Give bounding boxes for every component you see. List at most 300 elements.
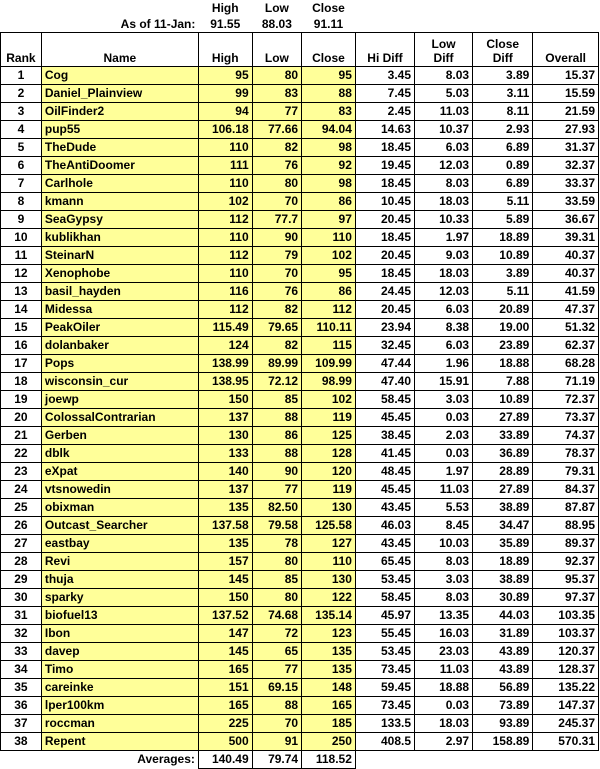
high-cell[interactable]: 99 <box>198 85 252 103</box>
name-cell[interactable]: davep <box>41 643 198 661</box>
overall-cell[interactable]: 68.28 <box>533 355 599 373</box>
low-diff-cell[interactable]: 8.03 <box>415 553 473 571</box>
high-cell[interactable]: 137.52 <box>198 607 252 625</box>
low-diff-cell[interactable]: 12.03 <box>415 283 473 301</box>
close-cell[interactable]: 109.99 <box>302 355 356 373</box>
low-diff-cell[interactable]: 2.97 <box>415 733 473 751</box>
close-cell[interactable]: 122 <box>302 589 356 607</box>
low-diff-cell[interactable]: 8.03 <box>415 589 473 607</box>
rank-cell[interactable]: 28 <box>1 553 42 571</box>
high-cell[interactable]: 138.99 <box>198 355 252 373</box>
name-cell[interactable]: TheAntiDoomer <box>41 157 198 175</box>
overall-cell[interactable]: 41.59 <box>533 283 599 301</box>
close-diff-cell[interactable]: 6.89 <box>473 175 533 193</box>
rank-cell[interactable]: 23 <box>1 463 42 481</box>
name-cell[interactable]: Timo <box>41 661 198 679</box>
close-cell[interactable]: 110.11 <box>302 319 356 337</box>
close-cell[interactable]: 112 <box>302 301 356 319</box>
hi-diff-cell[interactable]: 3.45 <box>355 67 414 85</box>
overall-cell[interactable]: 89.37 <box>533 535 599 553</box>
close-diff-cell[interactable]: 18.89 <box>473 229 533 247</box>
header-rank[interactable]: Rank <box>1 33 42 67</box>
close-cell[interactable]: 110 <box>302 229 356 247</box>
overall-cell[interactable]: 245.37 <box>533 715 599 733</box>
hi-diff-cell[interactable]: 18.45 <box>355 139 414 157</box>
low-diff-cell[interactable]: 8.45 <box>415 517 473 535</box>
low-cell[interactable]: 70 <box>252 193 301 211</box>
name-cell[interactable]: basil_hayden <box>41 283 198 301</box>
rank-cell[interactable]: 11 <box>1 247 42 265</box>
name-cell[interactable]: Pops <box>41 355 198 373</box>
name-cell[interactable]: Ibon <box>41 625 198 643</box>
header-name[interactable]: Name <box>41 33 198 67</box>
close-cell[interactable]: 123 <box>302 625 356 643</box>
high-cell[interactable]: 150 <box>198 589 252 607</box>
overall-cell[interactable]: 47.37 <box>533 301 599 319</box>
close-diff-cell[interactable]: 35.89 <box>473 535 533 553</box>
name-cell[interactable]: Daniel_Plainview <box>41 85 198 103</box>
name-cell[interactable]: wisconsin_cur <box>41 373 198 391</box>
low-diff-cell[interactable]: 6.03 <box>415 139 473 157</box>
rank-cell[interactable]: 22 <box>1 445 42 463</box>
name-cell[interactable]: ColossalContrarian <box>41 409 198 427</box>
close-cell[interactable]: 98.99 <box>302 373 356 391</box>
high-cell[interactable]: 165 <box>198 661 252 679</box>
overall-cell[interactable]: 40.37 <box>533 247 599 265</box>
close-cell[interactable]: 86 <box>302 193 356 211</box>
low-cell[interactable]: 79.65 <box>252 319 301 337</box>
overall-cell[interactable]: 570.31 <box>533 733 599 751</box>
high-cell[interactable]: 150 <box>198 391 252 409</box>
name-cell[interactable]: vtsnowedin <box>41 481 198 499</box>
rank-cell[interactable]: 37 <box>1 715 42 733</box>
name-cell[interactable]: Outcast_Searcher <box>41 517 198 535</box>
low-diff-cell[interactable]: 12.03 <box>415 157 473 175</box>
overall-cell[interactable]: 27.93 <box>533 121 599 139</box>
overall-cell[interactable]: 120.37 <box>533 643 599 661</box>
high-cell[interactable]: 137.58 <box>198 517 252 535</box>
hi-diff-cell[interactable]: 58.45 <box>355 589 414 607</box>
overall-cell[interactable]: 147.37 <box>533 697 599 715</box>
header-hi-diff[interactable]: Hi Diff <box>355 33 414 67</box>
close-diff-cell[interactable]: 30.89 <box>473 589 533 607</box>
header-close-diff[interactable] <box>473 33 533 67</box>
hi-diff-cell[interactable]: 23.94 <box>355 319 414 337</box>
high-cell[interactable]: 500 <box>198 733 252 751</box>
close-diff-cell[interactable]: 27.89 <box>473 481 533 499</box>
rank-cell[interactable]: 27 <box>1 535 42 553</box>
overall-cell[interactable]: 15.59 <box>533 85 599 103</box>
low-diff-cell[interactable]: 18.88 <box>415 679 473 697</box>
close-diff-cell[interactable]: 6.89 <box>473 139 533 157</box>
name-cell[interactable]: dblk <box>41 445 198 463</box>
name-cell[interactable]: obixman <box>41 499 198 517</box>
close-diff-cell[interactable]: 3.89 <box>473 265 533 283</box>
high-cell[interactable]: 225 <box>198 715 252 733</box>
rank-cell[interactable]: 5 <box>1 139 42 157</box>
rank-cell[interactable]: 13 <box>1 283 42 301</box>
close-cell[interactable]: 125 <box>302 427 356 445</box>
high-cell[interactable]: 102 <box>198 193 252 211</box>
header-low-diff[interactable] <box>415 33 473 67</box>
rank-cell[interactable]: 4 <box>1 121 42 139</box>
hi-diff-cell[interactable]: 19.45 <box>355 157 414 175</box>
rank-cell[interactable]: 24 <box>1 481 42 499</box>
hi-diff-cell[interactable]: 59.45 <box>355 679 414 697</box>
close-diff-cell[interactable]: 10.89 <box>473 247 533 265</box>
name-cell[interactable]: biofuel13 <box>41 607 198 625</box>
high-cell[interactable]: 165 <box>198 697 252 715</box>
header-high[interactable]: High <box>198 33 252 67</box>
hi-diff-cell[interactable]: 73.45 <box>355 661 414 679</box>
low-diff-cell[interactable]: 11.03 <box>415 103 473 121</box>
hi-diff-cell[interactable]: 24.45 <box>355 283 414 301</box>
hi-diff-cell[interactable]: 133.5 <box>355 715 414 733</box>
close-cell[interactable]: 185 <box>302 715 356 733</box>
high-cell[interactable]: 145 <box>198 643 252 661</box>
low-diff-cell[interactable]: 9.03 <box>415 247 473 265</box>
low-diff-cell[interactable]: 6.03 <box>415 301 473 319</box>
close-cell[interactable]: 125.58 <box>302 517 356 535</box>
low-cell[interactable]: 77.66 <box>252 121 301 139</box>
close-cell[interactable]: 94.04 <box>302 121 356 139</box>
high-cell[interactable]: 138.95 <box>198 373 252 391</box>
close-cell[interactable]: 130 <box>302 499 356 517</box>
overall-cell[interactable]: 32.37 <box>533 157 599 175</box>
summary-close-value[interactable]: 91.11 <box>313 17 344 31</box>
rank-cell[interactable]: 3 <box>1 103 42 121</box>
name-cell[interactable]: SeaGypsy <box>41 211 198 229</box>
low-diff-cell[interactable]: 0.03 <box>415 697 473 715</box>
low-cell[interactable]: 88 <box>252 445 301 463</box>
low-diff-cell[interactable]: 18.03 <box>415 193 473 211</box>
low-diff-cell[interactable]: 18.03 <box>415 715 473 733</box>
hi-diff-cell[interactable]: 20.45 <box>355 211 414 229</box>
hi-diff-cell[interactable]: 55.45 <box>355 625 414 643</box>
high-cell[interactable]: 140 <box>198 463 252 481</box>
hi-diff-cell[interactable]: 18.45 <box>355 175 414 193</box>
name-cell[interactable]: pup55 <box>41 121 198 139</box>
low-cell[interactable]: 77 <box>252 481 301 499</box>
overall-cell[interactable]: 78.37 <box>533 445 599 463</box>
close-diff-cell[interactable]: 19.00 <box>473 319 533 337</box>
hi-diff-cell[interactable]: 38.45 <box>355 427 414 445</box>
low-diff-cell[interactable]: 8.03 <box>415 175 473 193</box>
hi-diff-cell[interactable]: 53.45 <box>355 571 414 589</box>
close-cell[interactable]: 135 <box>302 661 356 679</box>
low-cell[interactable]: 80 <box>252 175 301 193</box>
rank-cell[interactable]: 1 <box>1 67 42 85</box>
close-diff-cell[interactable]: 10.89 <box>473 391 533 409</box>
low-diff-cell[interactable]: 3.03 <box>415 571 473 589</box>
name-cell[interactable]: sparky <box>41 589 198 607</box>
hi-diff-cell[interactable]: 2.45 <box>355 103 414 121</box>
hi-diff-cell[interactable]: 7.45 <box>355 85 414 103</box>
low-diff-cell[interactable]: 2.03 <box>415 427 473 445</box>
hi-diff-cell[interactable]: 14.63 <box>355 121 414 139</box>
hi-diff-cell[interactable]: 32.45 <box>355 337 414 355</box>
low-diff-cell[interactable]: 6.03 <box>415 337 473 355</box>
low-diff-cell[interactable]: 10.33 <box>415 211 473 229</box>
low-cell[interactable]: 82 <box>252 139 301 157</box>
overall-cell[interactable]: 15.37 <box>533 67 599 85</box>
close-cell[interactable]: 88 <box>302 85 356 103</box>
close-diff-cell[interactable]: 0.89 <box>473 157 533 175</box>
rank-cell[interactable]: 33 <box>1 643 42 661</box>
low-cell[interactable]: 88 <box>252 697 301 715</box>
name-cell[interactable]: Gerben <box>41 427 198 445</box>
overall-cell[interactable]: 88.95 <box>533 517 599 535</box>
close-cell[interactable]: 86 <box>302 283 356 301</box>
close-cell[interactable]: 102 <box>302 391 356 409</box>
rank-cell[interactable]: 36 <box>1 697 42 715</box>
name-cell[interactable]: dolanbaker <box>41 337 198 355</box>
rank-cell[interactable]: 31 <box>1 607 42 625</box>
rank-cell[interactable]: 29 <box>1 571 42 589</box>
rank-cell[interactable]: 12 <box>1 265 42 283</box>
name-cell[interactable]: lper100km <box>41 697 198 715</box>
low-cell[interactable]: 90 <box>252 229 301 247</box>
low-cell[interactable]: 90 <box>252 463 301 481</box>
close-cell[interactable]: 110 <box>302 553 356 571</box>
low-diff-cell[interactable]: 5.53 <box>415 499 473 517</box>
rank-cell[interactable]: 9 <box>1 211 42 229</box>
rank-cell[interactable]: 15 <box>1 319 42 337</box>
low-cell[interactable]: 69.15 <box>252 679 301 697</box>
rank-cell[interactable]: 16 <box>1 337 42 355</box>
low-cell[interactable]: 82.50 <box>252 499 301 517</box>
close-cell[interactable]: 98 <box>302 175 356 193</box>
name-cell[interactable]: Cog <box>41 67 198 85</box>
rank-cell[interactable]: 17 <box>1 355 42 373</box>
hi-diff-cell[interactable]: 43.45 <box>355 499 414 517</box>
low-cell[interactable]: 72.12 <box>252 373 301 391</box>
low-diff-cell[interactable]: 1.97 <box>415 229 473 247</box>
close-cell[interactable]: 115 <box>302 337 356 355</box>
low-cell[interactable]: 77.7 <box>252 211 301 229</box>
close-diff-cell[interactable]: 73.89 <box>473 697 533 715</box>
high-cell[interactable]: 116 <box>198 283 252 301</box>
low-cell[interactable]: 76 <box>252 283 301 301</box>
close-cell[interactable]: 130 <box>302 571 356 589</box>
average-high[interactable]: 140.49 <box>198 751 252 769</box>
close-cell[interactable]: 165 <box>302 697 356 715</box>
close-diff-cell[interactable]: 5.11 <box>473 283 533 301</box>
low-cell[interactable]: 80 <box>252 553 301 571</box>
rank-cell[interactable]: 26 <box>1 517 42 535</box>
high-cell[interactable]: 135 <box>198 535 252 553</box>
close-diff-cell[interactable]: 20.89 <box>473 301 533 319</box>
low-cell[interactable]: 88 <box>252 409 301 427</box>
low-diff-cell[interactable]: 23.03 <box>415 643 473 661</box>
name-cell[interactable]: OilFinder2 <box>41 103 198 121</box>
close-diff-cell[interactable]: 3.11 <box>473 85 533 103</box>
close-diff-cell[interactable]: 28.89 <box>473 463 533 481</box>
low-cell[interactable]: 65 <box>252 643 301 661</box>
close-diff-cell[interactable]: 2.93 <box>473 121 533 139</box>
overall-cell[interactable]: 72.37 <box>533 391 599 409</box>
low-diff-cell[interactable]: 13.35 <box>415 607 473 625</box>
close-cell[interactable]: 98 <box>302 139 356 157</box>
close-diff-cell[interactable]: 34.47 <box>473 517 533 535</box>
hi-diff-cell[interactable]: 20.45 <box>355 247 414 265</box>
low-cell[interactable]: 70 <box>252 265 301 283</box>
low-cell[interactable]: 76 <box>252 157 301 175</box>
rank-cell[interactable]: 6 <box>1 157 42 175</box>
low-cell[interactable]: 78 <box>252 535 301 553</box>
close-diff-cell[interactable]: 38.89 <box>473 571 533 589</box>
close-cell[interactable]: 120 <box>302 463 356 481</box>
overall-cell[interactable]: 103.37 <box>533 625 599 643</box>
summary-high-value[interactable]: 91.55 <box>210 17 241 31</box>
high-cell[interactable]: 151 <box>198 679 252 697</box>
overall-cell[interactable]: 87.87 <box>533 499 599 517</box>
close-diff-cell[interactable]: 8.11 <box>473 103 533 121</box>
name-cell[interactable]: kublikhan <box>41 229 198 247</box>
name-cell[interactable]: eXpat <box>41 463 198 481</box>
close-cell[interactable]: 119 <box>302 481 356 499</box>
rank-cell[interactable]: 2 <box>1 85 42 103</box>
low-diff-cell[interactable]: 0.03 <box>415 409 473 427</box>
low-diff-cell[interactable]: 5.03 <box>415 85 473 103</box>
name-cell[interactable]: Carlhole <box>41 175 198 193</box>
high-cell[interactable]: 110 <box>198 229 252 247</box>
close-diff-cell[interactable]: 7.88 <box>473 373 533 391</box>
close-diff-cell[interactable]: 33.89 <box>473 427 533 445</box>
overall-cell[interactable]: 92.37 <box>533 553 599 571</box>
close-diff-cell[interactable]: 31.89 <box>473 625 533 643</box>
close-diff-cell[interactable]: 38.89 <box>473 499 533 517</box>
low-cell[interactable]: 82 <box>252 337 301 355</box>
high-cell[interactable]: 112 <box>198 301 252 319</box>
high-cell[interactable]: 95 <box>198 67 252 85</box>
low-cell[interactable]: 85 <box>252 571 301 589</box>
hi-diff-cell[interactable]: 47.40 <box>355 373 414 391</box>
low-cell[interactable]: 80 <box>252 67 301 85</box>
hi-diff-cell[interactable]: 41.45 <box>355 445 414 463</box>
name-cell[interactable]: Revi <box>41 553 198 571</box>
high-cell[interactable]: 115.49 <box>198 319 252 337</box>
close-diff-cell[interactable]: 5.11 <box>473 193 533 211</box>
close-diff-cell[interactable]: 23.89 <box>473 337 533 355</box>
overall-cell[interactable]: 40.37 <box>533 265 599 283</box>
low-cell[interactable]: 79 <box>252 247 301 265</box>
low-diff-cell[interactable]: 15.91 <box>415 373 473 391</box>
low-diff-cell[interactable]: 3.03 <box>415 391 473 409</box>
low-diff-cell[interactable]: 11.03 <box>415 661 473 679</box>
name-cell[interactable]: SteinarN <box>41 247 198 265</box>
name-cell[interactable]: eastbay <box>41 535 198 553</box>
close-cell[interactable]: 128 <box>302 445 356 463</box>
close-diff-cell[interactable]: 36.89 <box>473 445 533 463</box>
rank-cell[interactable]: 21 <box>1 427 42 445</box>
high-cell[interactable]: 112 <box>198 211 252 229</box>
overall-cell[interactable]: 128.37 <box>533 661 599 679</box>
close-diff-cell[interactable]: 43.89 <box>473 661 533 679</box>
hi-diff-cell[interactable]: 45.97 <box>355 607 414 625</box>
hi-diff-cell[interactable]: 18.45 <box>355 265 414 283</box>
high-cell[interactable]: 145 <box>198 571 252 589</box>
low-diff-cell[interactable]: 8.03 <box>415 67 473 85</box>
name-cell[interactable]: careinke <box>41 679 198 697</box>
low-cell[interactable]: 85 <box>252 391 301 409</box>
close-diff-cell[interactable]: 5.89 <box>473 211 533 229</box>
overall-cell[interactable]: 62.37 <box>533 337 599 355</box>
hi-diff-cell[interactable]: 53.45 <box>355 643 414 661</box>
low-cell[interactable]: 79.58 <box>252 517 301 535</box>
overall-cell[interactable]: 97.37 <box>533 589 599 607</box>
hi-diff-cell[interactable]: 18.45 <box>355 229 414 247</box>
rank-cell[interactable]: 32 <box>1 625 42 643</box>
low-diff-cell[interactable]: 18.03 <box>415 265 473 283</box>
overall-cell[interactable]: 33.59 <box>533 193 599 211</box>
overall-cell[interactable]: 51.32 <box>533 319 599 337</box>
overall-cell[interactable]: 135.22 <box>533 679 599 697</box>
overall-cell[interactable]: 36.67 <box>533 211 599 229</box>
close-diff-cell[interactable]: 56.89 <box>473 679 533 697</box>
hi-diff-cell[interactable]: 408.5 <box>355 733 414 751</box>
rank-cell[interactable]: 8 <box>1 193 42 211</box>
hi-diff-cell[interactable]: 48.45 <box>355 463 414 481</box>
overall-cell[interactable]: 103.35 <box>533 607 599 625</box>
hi-diff-cell[interactable]: 58.45 <box>355 391 414 409</box>
name-cell[interactable]: Xenophobe <box>41 265 198 283</box>
low-cell[interactable]: 89.99 <box>252 355 301 373</box>
close-diff-cell[interactable]: 18.89 <box>473 553 533 571</box>
low-diff-cell[interactable]: 1.97 <box>415 463 473 481</box>
low-cell[interactable]: 74.68 <box>252 607 301 625</box>
overall-cell[interactable]: 73.37 <box>533 409 599 427</box>
close-diff-cell[interactable]: 93.89 <box>473 715 533 733</box>
overall-cell[interactable]: 71.19 <box>533 373 599 391</box>
header-close[interactable]: Close <box>302 33 356 67</box>
high-cell[interactable]: 133 <box>198 445 252 463</box>
close-cell[interactable]: 135.14 <box>302 607 356 625</box>
overall-cell[interactable]: 33.37 <box>533 175 599 193</box>
close-diff-cell[interactable]: 158.89 <box>473 733 533 751</box>
close-cell[interactable]: 119 <box>302 409 356 427</box>
close-cell[interactable]: 92 <box>302 157 356 175</box>
average-close[interactable]: 118.52 <box>302 751 356 769</box>
high-cell[interactable]: 110 <box>198 139 252 157</box>
hi-diff-cell[interactable]: 45.45 <box>355 409 414 427</box>
overall-cell[interactable]: 84.37 <box>533 481 599 499</box>
hi-diff-cell[interactable]: 20.45 <box>355 301 414 319</box>
low-cell[interactable]: 82 <box>252 301 301 319</box>
close-diff-cell[interactable]: 3.89 <box>473 67 533 85</box>
high-cell[interactable]: 112 <box>198 247 252 265</box>
close-diff-cell[interactable]: 43.89 <box>473 643 533 661</box>
rank-cell[interactable]: 10 <box>1 229 42 247</box>
high-cell[interactable]: 147 <box>198 625 252 643</box>
high-cell[interactable]: 137 <box>198 481 252 499</box>
close-cell[interactable]: 97 <box>302 211 356 229</box>
low-cell[interactable]: 86 <box>252 427 301 445</box>
rank-cell[interactable]: 35 <box>1 679 42 697</box>
rank-cell[interactable]: 7 <box>1 175 42 193</box>
high-cell[interactable]: 111 <box>198 157 252 175</box>
close-cell[interactable]: 135 <box>302 643 356 661</box>
low-diff-cell[interactable]: 11.03 <box>415 481 473 499</box>
low-diff-cell[interactable]: 10.37 <box>415 121 473 139</box>
name-cell[interactable]: joewp <box>41 391 198 409</box>
rank-cell[interactable]: 19 <box>1 391 42 409</box>
low-cell[interactable]: 83 <box>252 85 301 103</box>
high-cell[interactable]: 110 <box>198 265 252 283</box>
hi-diff-cell[interactable]: 47.44 <box>355 355 414 373</box>
close-cell[interactable]: 102 <box>302 247 356 265</box>
rank-cell[interactable]: 20 <box>1 409 42 427</box>
